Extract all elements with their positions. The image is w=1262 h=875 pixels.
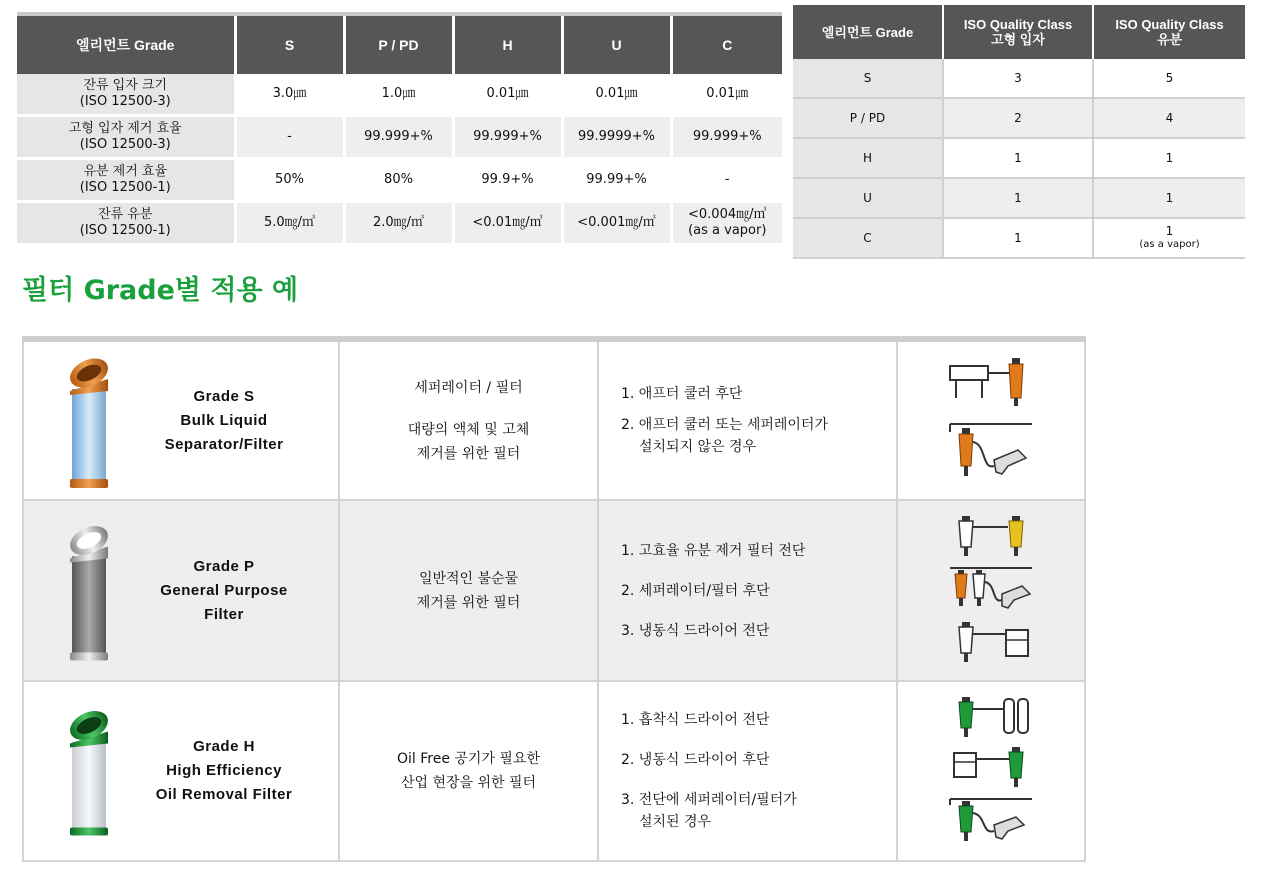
iso-grade: C [793,218,943,258]
cell: <0.001㎎/㎥ [562,202,671,245]
separator-filter-tool-diagram-icon [946,564,1036,616]
cell: 0.01㎛ [453,74,562,116]
list-item: 3. 전단에 세퍼레이터/필터가 설치된 경우 [621,792,797,830]
table-row [17,74,782,116]
grade-applications [598,681,897,861]
iso-oil: 1 [1093,178,1245,218]
grade-name: Grade S Bulk Liquid Separator/Filter [164,387,284,453]
iso-oil: 1 (as a vapor) [1093,218,1245,258]
aftercooler-filter-diagram-icon [946,354,1036,416]
iso-grade: H [793,138,943,178]
header-c: C [671,16,782,74]
grade-row-s [23,339,1085,500]
header-p: P / PD [344,16,453,74]
cell: - [235,116,344,159]
application-diagrams [897,500,1085,681]
list-item: 1. 흡착식 드라이어 전단 [621,712,770,728]
grade-cell [23,500,339,681]
iso-solid: 1 [943,218,1093,258]
iso-grade: P / PD [793,98,943,138]
row-label: 잔류 유분 (ISO 12500-1) [17,202,235,245]
grade-description: Oil Free 공기가 필요한 산업 현장을 위한 필터 [339,681,598,861]
cell: 99.99+% [562,159,671,202]
grade-description: 일반적인 불순물 제거를 위한 필터 [339,500,598,681]
filter-element-h-icon [64,704,114,839]
table-row [17,116,782,159]
list-item: 1. 애프터 쿨러 후단 [621,386,743,402]
grade-application-table [22,336,1086,862]
cell: 99.999+% [671,116,782,159]
iso-grade: U [793,178,943,218]
list-item: 1. 고효율 유분 제거 필터 전단 [621,542,806,559]
table-row [17,202,782,245]
list-item: 2. 애프터 쿨러 또는 세퍼레이터가 설치되지 않은 경우 [621,417,828,455]
list-item: 2. 냉동식 드라이어 후단 [621,752,770,768]
cell: 50% [235,159,344,202]
filter-element-p-icon [64,518,114,663]
grade-row-h [23,681,1085,861]
grade-applications [598,500,897,681]
iso-header-grade: 엘리먼트 Grade [793,5,943,59]
row-label: 유분 제거 효율 (ISO 12500-1) [17,159,235,202]
table-row [793,218,1245,258]
grade-name: Grade H High Efficiency Oil Removal Filter [155,738,293,803]
iso-oil: 4 [1093,98,1245,138]
spec-table [17,12,782,246]
filter-chain-diagram-icon [946,514,1036,560]
iso-grade: S [793,59,943,98]
application-diagrams [897,339,1085,500]
cell: - [671,159,782,202]
filter-air-tool-diagram-icon [946,420,1036,488]
header-grade: 엘리먼트 Grade [17,16,235,74]
cell: 2.0㎎/㎥ [344,202,453,245]
application-diagrams [897,681,1085,861]
filter-refrigerated-dryer-diagram-icon [946,620,1036,668]
iso-header-oil: ISO Quality Class 유분 [1093,5,1245,59]
list-item: 3. 냉동식 드라이어 전단 [621,622,770,639]
cell: 5.0㎎/㎥ [235,202,344,245]
iso-solid: 3 [943,59,1093,98]
header-h: H [453,16,562,74]
iso-solid: 1 [943,178,1093,218]
table-row [793,138,1245,178]
cell: <0.004㎎/㎥ (as a vapor) [671,202,782,245]
header-u: U [562,16,671,74]
table-row [793,178,1245,218]
grade-cell [23,681,339,861]
grade-applications [598,339,897,500]
grade-description: 세퍼레이터 / 필터 대량의 액체 및 고체 제거를 위한 필터 [339,339,598,500]
row-label: 고형 입자 제거 효율 (ISO 12500-3) [17,116,235,159]
cell: <0.01㎎/㎥ [453,202,562,245]
table-row [793,59,1245,98]
cell: 99.9+% [453,159,562,202]
section-title: 필터 Grade별 적용 예 [22,275,299,306]
filter-tool-h-diagram-icon [946,795,1036,847]
cell: 99.9999+% [562,116,671,159]
cell: 0.01㎛ [671,74,782,116]
iso-solid: 1 [943,138,1093,178]
grade-cell [23,339,339,500]
dryer-filter-diagram-icon [946,745,1036,791]
iso-table [793,5,1245,259]
cell: 0.01㎛ [562,74,671,116]
cell: 80% [344,159,453,202]
filter-element-s-icon [64,351,114,491]
grade-row-p [23,500,1085,681]
iso-oil: 5 [1093,59,1245,98]
cell: 1.0㎛ [344,74,453,116]
iso-solid: 2 [943,98,1093,138]
table-row [17,159,782,202]
list-item: 2. 세퍼레이터/필터 후단 [621,582,770,599]
table-row [793,98,1245,138]
filter-desiccant-dryer-diagram-icon [946,695,1036,741]
cell: 3.0㎛ [235,74,344,116]
grade-name: Grade P General Purpose Filter [160,557,288,623]
iso-oil: 1 [1093,138,1245,178]
header-s: S [235,16,344,74]
iso-header-solid: ISO Quality Class 고형 입자 [943,5,1093,59]
cell: 99.999+% [453,116,562,159]
row-label: 잔류 입자 크기 (ISO 12500-3) [17,74,235,116]
cell: 99.999+% [344,116,453,159]
